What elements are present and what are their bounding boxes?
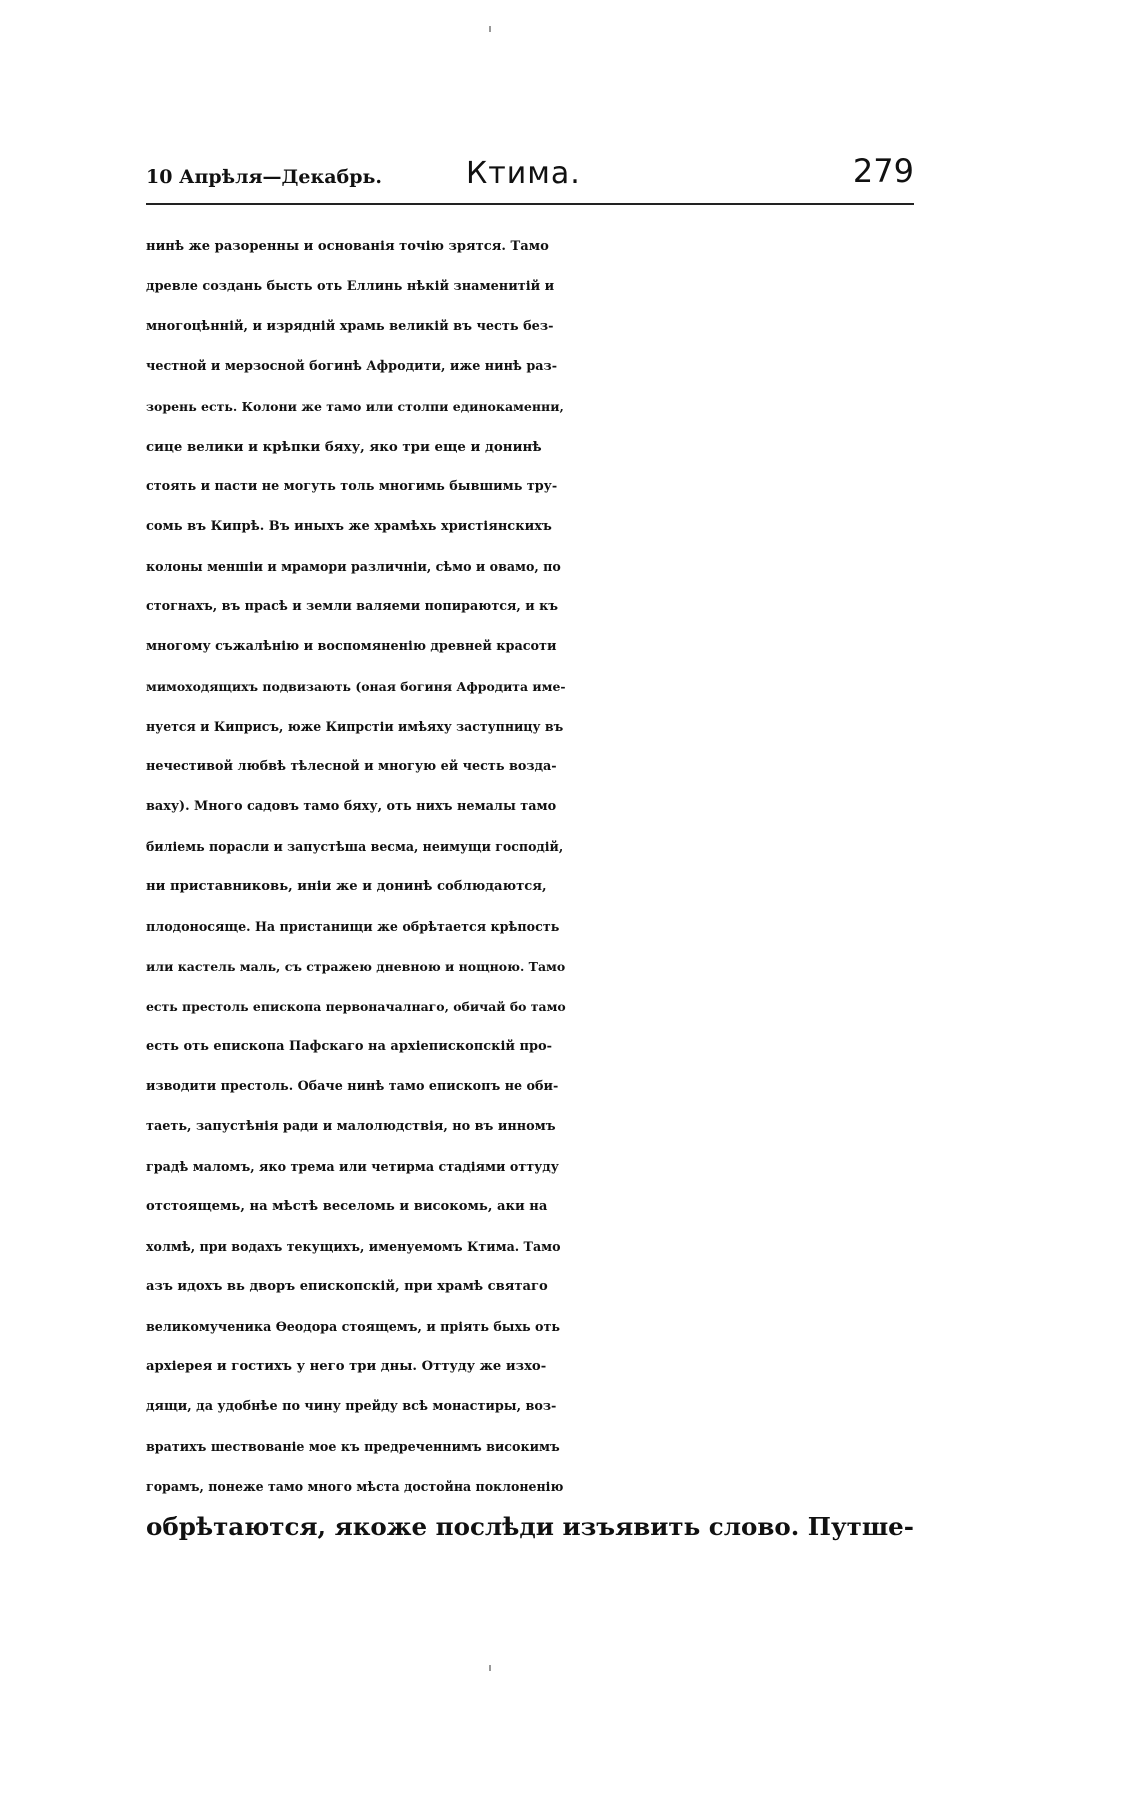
text-line: ваху). Много садовъ тамо бяху, оть нихъ немалы тамо — [146, 799, 557, 814]
text-line: таеть, запустѣнія ради и малолюдствія, но въ инномъ — [146, 1119, 556, 1134]
text-line: биліемь порасли и запустѣша весма, неимущи господій, — [146, 839, 564, 854]
text-line: нуется и Киприсъ, юже Кипрстіи имѣяху заступницу въ — [146, 719, 564, 734]
scan-mark-top — [489, 26, 491, 32]
text-line: древле создань бысть оть Еллинь нѣкій знаменитій и — [146, 279, 555, 294]
text-line: мимоходящихъ подвизають (оная богиня Афродита име- — [146, 679, 566, 694]
text-line: зорень есть. Колони же тамо или столпи единокаменни, — [146, 399, 564, 414]
text-line: холмѣ, при водахъ текущихъ, именуемомъ Ктима. Тамо — [146, 1239, 561, 1254]
text-line: стоять и пасти не могуть толь многимь бывшимь тру- — [146, 479, 558, 494]
text-line: есть престоль епископа первоначалнаго, обичай бо тамо — [146, 999, 566, 1014]
text-line: или кастель маль, съ стражею дневною и нощною. Тамо — [146, 959, 566, 974]
text-line: вратихъ шествованіе мое къ предреченнимъ високимъ — [146, 1439, 560, 1454]
text-line: азъ идохъ вь дворъ епископскій, при храмѣ святаго — [146, 1279, 548, 1294]
text-line: сомь въ Кипрѣ. Въ иныхъ же храмѣхь христіянскихъ — [146, 519, 552, 534]
text-line: есть оть епископа Пафскаго на архіепископскій про- — [146, 1039, 553, 1054]
text-line: сице велики и крѣпки бяху, яко три еще и донинѣ — [146, 439, 542, 455]
text-line: отстоящемь, на мѣстѣ веселомь и високомь, аки на — [146, 1199, 548, 1214]
running-head-date-range: 10 Апрѣля—Декабрь. — [146, 166, 382, 188]
text-line: плодоносяще. На пристанищи же обрѣтается крѣпость — [146, 919, 560, 934]
text-line: изводити престоль. Обаче нинѣ тамо епископъ не оби- — [146, 1079, 559, 1094]
body-text — [146, 227, 914, 1547]
text-line: архіерея и гостихъ у него три дны. Оттуду же изхо- — [146, 1359, 547, 1374]
text-line: дящи, да удобнѣе по чину прейду всѣ монастиры, воз- — [146, 1399, 557, 1414]
text-line: многоцѣнній, и изрядній храмь великій въ честь без- — [146, 319, 554, 334]
text-line: горамъ, понеже тамо много мѣста достойна поклоненію — [146, 1479, 564, 1494]
page-number: 279 — [852, 152, 914, 190]
text-line: обрѣтаются, якоже послѣди изъявить слово. Путше- — [146, 1512, 914, 1541]
running-head-title: Ктима. — [466, 156, 581, 191]
text-line: градѣ маломъ, яко трема или четирма стадіями оттуду — [146, 1159, 559, 1174]
text-line: ни приставниковь, иніи же и донинѣ соблюдаются, — [146, 879, 547, 894]
running-head — [146, 150, 914, 204]
text-line: стогнахъ, въ прасѣ и земли валяеми попираются, и къ — [146, 599, 559, 614]
text-line: многому съжалѣнію и воспомяненію древней красоти — [146, 639, 557, 654]
text-line: великомученика Өеодора стоящемъ, и пріять быхь оть — [146, 1319, 560, 1334]
text-line: колоны меншіи и мрамори различніи, сѣмо и овамо, по — [146, 559, 561, 574]
text-line: нинѣ же разоренны и основанія точію зрятся. Тамо — [146, 239, 549, 254]
text-line: честной и мерзосной богинѣ Афродити, иже нинѣ раз- — [146, 359, 557, 374]
header-rule — [146, 203, 914, 205]
text-line: нечестивой любвѣ тѣлесной и многую ей честь возда- — [146, 759, 557, 774]
scan-mark-bottom — [489, 1665, 491, 1671]
